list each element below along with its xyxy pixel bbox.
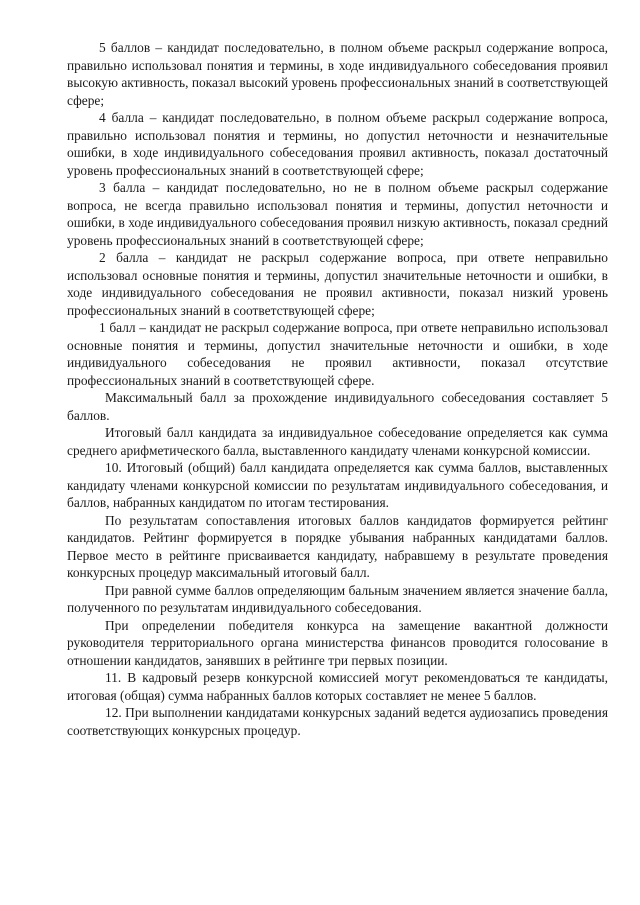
score-2-criteria: 2 балла – кандидат не раскрыл содержание вопроса, при ответе неправильно использовал основные понятия и термины, допустил значительные неточности и ошибки, в ходе индивидуального собеседования не проявил активности, показал низкий уровень профессиональных знаний в соответствующей сфере; bbox=[67, 250, 608, 318]
ranking-paragraph: По результатам сопоставления итоговых баллов кандидатов формируется рейтинг кандидатов. Рейтинг формируется в порядке убывания набранных кандидатами баллов. Первое место в рейтинге присваивается кандидату, набравшему в результате проведения конкурсных процедур максимальный итоговый балл. bbox=[67, 512, 608, 580]
max-score-paragraph: Максимальный балл за прохождение индивидуального собеседования составляет 5 баллов. bbox=[67, 390, 608, 423]
score-5-criteria: 5 баллов – кандидат последовательно, в полном объеме раскрыл содержание вопроса, правильно использовал понятия и термины, в ходе индивидуального собеседования проявил высокую активность, показал высокий уровень профессиональных знаний в соответствующей сфере; bbox=[67, 40, 608, 108]
score-3-criteria: 3 балла – кандидат последовательно, но не в полном объеме раскрыл содержание вопроса, не всегда правильно использовал понятия и термины, допустил неточности и ошибки, в ходе индивидуального собеседования проявил низкую активность, показал средний уровень профессиональных знаний в соответствующей сфере; bbox=[67, 180, 608, 248]
score-1-criteria: 1 балл – кандидат не раскрыл содержание вопроса, при ответе неправильно использовал основные понятия и термины, допустил значительные неточности и ошибки, в ходе индивидуального собеседования не проявил активности, показал отсутствие профессиональных знаний в соответствующей сфере. bbox=[67, 320, 608, 388]
score-4-criteria: 4 балла – кандидат последовательно, в полном объеме раскрыл содержание вопроса, правильно использовал понятия и термины, но допустил неточности и незначительные ошибки, в ходе индивидуального собеседования проявил активность, показал достаточный уровень профессиональных знаний в соответствующей сфере; bbox=[67, 110, 608, 178]
clause-10-paragraph: 10. Итоговый (общий) балл кандидата определяется как сумма баллов, выставленных кандидату членами конкурсной комиссии по результатам индивидуального собеседования, и баллов, набранных кандидатом по итогам тестирования. bbox=[67, 460, 608, 510]
clause-12-paragraph: 12. При выполнении кандидатами конкурсных заданий ведется аудиозапись проведения соответствующих конкурсных процедур. bbox=[67, 705, 608, 738]
clause-11-paragraph: 11. В кадровый резерв конкурсной комиссией могут рекомендоваться те кандидаты, итоговая (общая) сумма набранных баллов которых составляет не менее 5 баллов. bbox=[67, 670, 608, 703]
equal-score-paragraph: При равной сумме баллов определяющим бальным значением является значение балла, полученного по результатам индивидуального собеседования. bbox=[67, 582, 608, 615]
winner-vote-paragraph: При определении победителя конкурса на замещение вакантной должности руководителя территориального органа министерства финансов проводится голосование в отношении кандидатов, занявших в рейтинге три первых позиции. bbox=[67, 617, 608, 668]
interview-final-score-paragraph: Итоговый балл кандидата за индивидуальное собеседование определяется как сумма среднего арифметического балла, выставленного кандидату членами конкурсной комиссии. bbox=[67, 425, 608, 458]
